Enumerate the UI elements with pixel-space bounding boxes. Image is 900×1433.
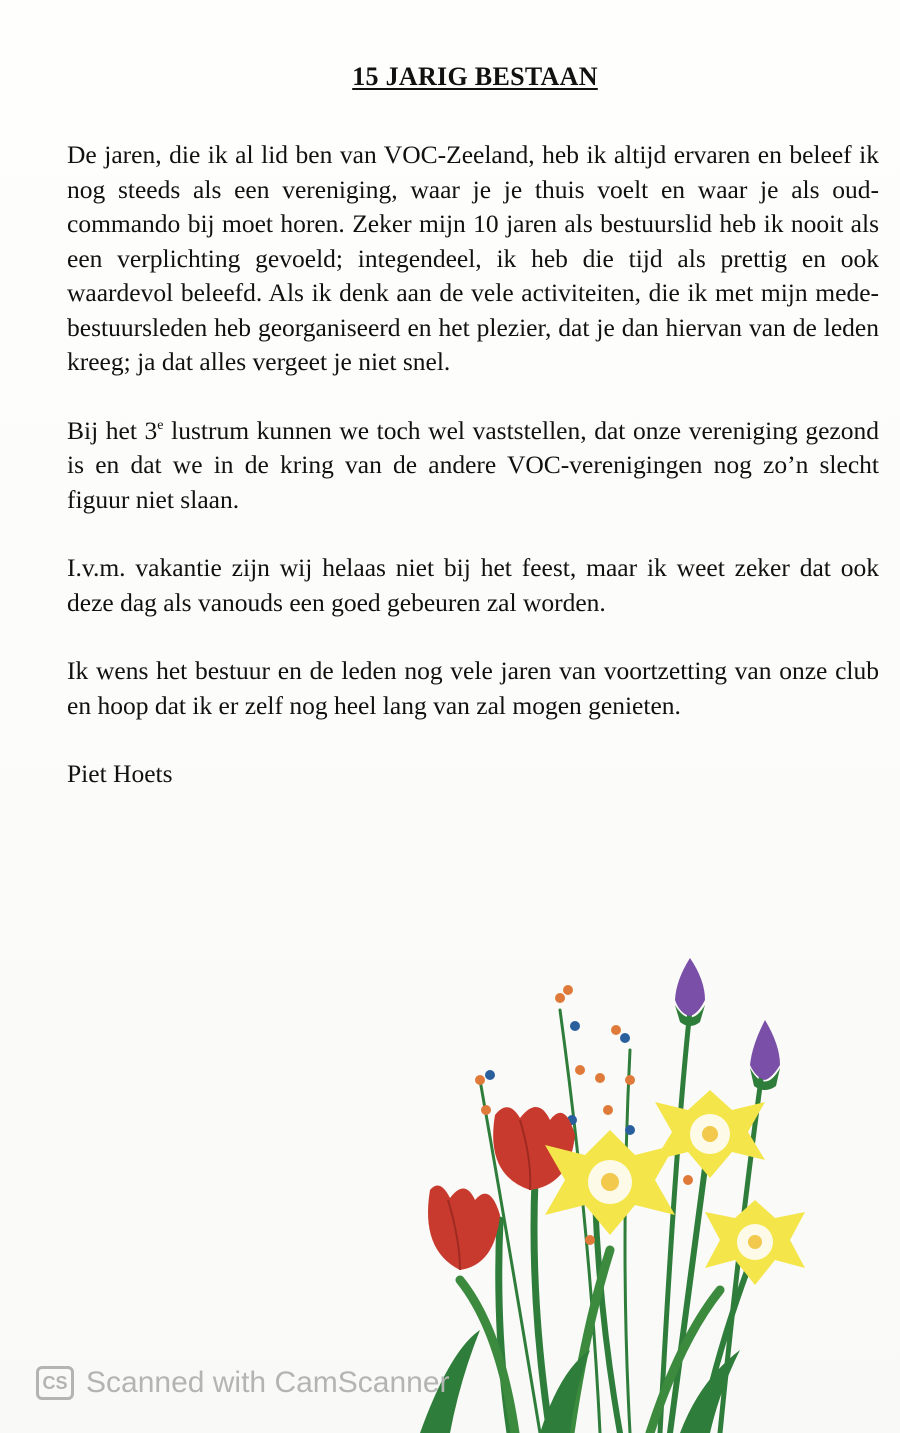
ordinal-superscript: e — [157, 417, 164, 433]
letter-title: 15 JARIG BESTAAN — [352, 62, 598, 91]
camscanner-logo-icon: CS — [36, 1366, 74, 1400]
paragraph-2-text-start: Bij het 3 — [67, 415, 158, 445]
scanner-watermark — [36, 1363, 450, 1403]
letter-body — [67, 138, 879, 826]
daffodil-right — [705, 1200, 805, 1285]
iris-buds — [675, 958, 780, 1090]
paragraph-4: Ik wens het bestuur en de leden nog vele jaren van voortzetting van onze club en hoop dat ik er zelf nog heel lang van zal mogen genieten. — [67, 656, 879, 720]
tulip-back — [493, 1107, 575, 1190]
paragraph-2 — [67, 414, 879, 518]
watermark-text: Scanned with CamScanner — [86, 1366, 450, 1399]
spring-flowers-illustration — [420, 950, 820, 1433]
signature: Piet Hoets — [67, 759, 173, 788]
tulip-front — [428, 1186, 500, 1271]
paragraph-1: De jaren, die ik al lid ben van VOC-Zeeland, heb ik altijd ervaren en beleef ik nog steeds als een vereniging, waar je je thuis voelt en waar je als oud-commando bij moet horen. Zeker mijn 10 jaren als bestuurslid heb ik nooit als een verplichting gevoeld; integendeel, ik heb die tijd als prettig en ook waardevol beleefd. Als ik denk aan de vele activiteiten, die ik met mijn mede-bestuursleden heb georganiseerd en het plezier, dat je dan hiervan van de leden kreeg; ja dat alles vergeet je niet snel. — [67, 140, 879, 376]
paragraph-3: I.v.m. vakantie zijn wij helaas niet bij het feest, maar ik weet zeker dat ook deze dag als vanouds een goed gebeuren zal worden. — [67, 553, 879, 617]
paragraph-2-text-end: lustrum kunnen we toch wel vaststellen, dat onze vereniging gezond is en dat we in de kring van de andere VOC-verenigingen nog zo’n slecht figuur niet slaan. — [67, 415, 879, 514]
